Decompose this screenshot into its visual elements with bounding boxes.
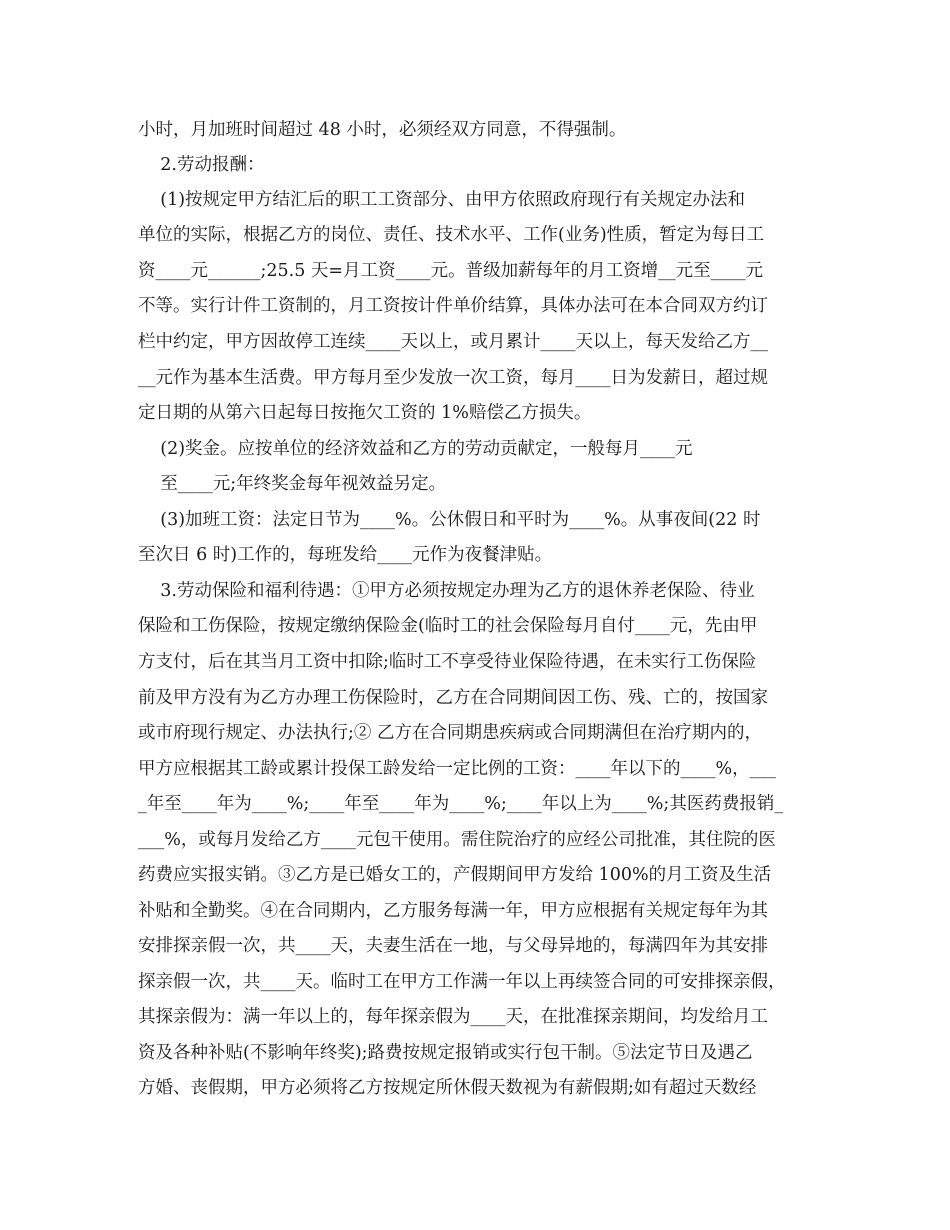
text-line: 单位的实际，根据乙方的岗位、责任、技术水平、工作(业务)性质，暂定为每日工 xyxy=(138,225,765,245)
text-line: __元作为基本生活费。甲方每月至少发放一次工资，每月____日为发薪日，超过规 xyxy=(138,368,768,388)
text-line: 2.劳动报酬： xyxy=(138,155,265,175)
text-line: 不等。实行计件工资制的，月工资按计件单价结算，具体办法可在本合同双方约订 xyxy=(138,296,768,316)
text-line: 至次日 6 时)工作的，每班发给____元作为夜餐津贴。 xyxy=(138,545,553,565)
text-line: 甲方应根据其工龄或累计投保工龄发给一定比例的工资：____年以下的____%，___ xyxy=(138,759,776,779)
text-line: 其探亲假为：满一年以上的，每年探亲假为____天，在批准探亲期间，均发给月工 xyxy=(138,1007,768,1027)
text-line: 方支付，后在其当月工资中扣除;临时工不享受待业保险待遇，在未实行工伤保险 xyxy=(138,652,757,672)
text-line: 方婚、丧假期，甲方必须将乙方按规定所休假天数视为有薪假期;如有超过天数经 xyxy=(138,1078,757,1098)
text-line: 前及甲方没有为乙方办理工伤保险时，乙方在合同期间因工伤、残、亡的，按国家 xyxy=(138,688,768,708)
text-line: (1)按规定甲方结汇后的职工工资部分、由甲方依照政府现行有关规定办法和 xyxy=(138,190,746,210)
text-line: 3.劳动保险和福利待遇：①甲方必须按规定办理为乙方的退休养老保险、待业 xyxy=(138,581,755,601)
text-line: 栏中约定，甲方因故停工连续____天以上，或月累计____天以上，每天发给乙方__ xyxy=(138,332,768,352)
text-line: 资及各种补贴(不影响年终奖);路费按规定报销或实行包干制。⑤法定节日及遇乙 xyxy=(138,1043,753,1063)
text-line: (2)奖金。应按单位的经济效益和乙方的劳动贡献定，一般每月____元 xyxy=(138,439,693,459)
text-line: 保险和工伤保险，按规定缴纳保险金(临时工的社会保险每月自付____元，先由甲 xyxy=(138,616,758,636)
text-line: 药费应实报实销。③乙方是已婚女工的，产假期间甲方发给 100%的月工资及生活 xyxy=(138,865,772,885)
text-line: 资____元______;25.5 天=月工资____元。普级加薪每年的月工资增__元至____元 xyxy=(138,261,764,281)
text-line: 至____元;年终奖金每年视效益另定。 xyxy=(138,474,447,494)
text-line: 探亲假一次，共____天。临时工在甲方工作满一年以上再续签合同的可安排探亲假， xyxy=(138,972,786,992)
text-line: 小时，月加班时间超过 48 小时，必须经双方同意，不得强制。 xyxy=(138,120,627,140)
text-line: 补贴和全勤奖。④在合同期内，乙方服务每满一年，甲方应根据有关规定每年为其 xyxy=(138,901,768,921)
text-line: 安排探亲假一次，共____天，夫妻生活在一地，与父母异地的，每满四年为其安排 xyxy=(138,936,768,956)
text-line: 或市府现行规定、办法执行;② 乙方在合同期患疾病或合同期满但在治疗期内的， xyxy=(138,723,762,743)
text-line: 定日期的从第六日起每日按拖欠工资的 1%赔偿乙方损失。 xyxy=(138,403,592,423)
text-line: _年至____年为____%;____年至____年为____%;____年以上为____%;其医药费报销_ xyxy=(138,794,784,814)
text-line: ___%，或每月发给乙方____元包干使用。需住院治疗的应经公司批准，其住院的医 xyxy=(138,830,776,850)
text-line: (3)加班工资：法定日节为____%。公休假日和平时为____%。从事夜间(22 时 xyxy=(138,510,761,530)
